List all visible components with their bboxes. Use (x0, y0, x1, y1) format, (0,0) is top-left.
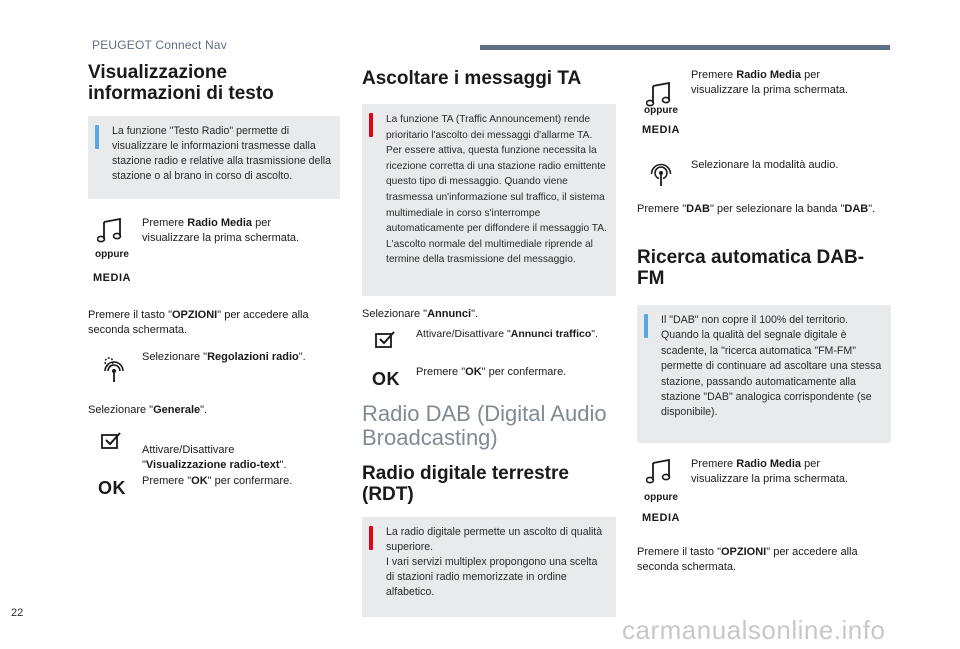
step-text: Selezionare la modalità audio. (691, 159, 839, 171)
running-header: PEUGEOT Connect Nav (92, 38, 227, 52)
paragraph-general: Selezionare "Generale". (88, 404, 208, 416)
step-toggle-radiotext (88, 428, 340, 472)
paragraph-announcements: Selezionare "Annunci". (362, 308, 479, 320)
radio-antenna-icon (637, 160, 685, 195)
step-audio-mode (637, 154, 891, 204)
section-heading-text-info: Visualizzazione informazioni di testo (88, 62, 274, 104)
step-radio-media-2 (637, 457, 891, 527)
column-3 (637, 68, 891, 575)
column-2 (362, 68, 616, 617)
step-text: Premere "OK" per confermare. (416, 366, 567, 378)
step-text: Selezionare "Regolazioni radio". (142, 351, 306, 363)
step-radio-media (88, 216, 340, 288)
ok-button-label: OK (98, 478, 126, 498)
or-label: oppure (644, 105, 678, 116)
step-text: Attivare/Disattivare "Visualizzazione radio-text". (142, 444, 287, 471)
info-note (88, 116, 340, 199)
step-text: Premere Radio Media per visualizzare la prima schermata. (691, 69, 849, 96)
or-label: oppure (95, 249, 129, 260)
checkbox-icon (362, 329, 410, 356)
music-note-icon (88, 218, 136, 249)
section-title-dab: Radio DAB (Digital Audio Broadcasting) (362, 401, 607, 450)
step-text: Premere Radio Media per visualizzare la prima schermata. (142, 217, 300, 244)
warning-note (362, 104, 616, 296)
section-heading-dab-fm: Ricerca automatica DAB-FM (637, 247, 865, 289)
info-note-dab (637, 305, 891, 443)
info-note-text: Il "DAB" non copre il 100% del territorio. Quando la qualità del segnale digitale è scadente, la "ricerca automatica "FM-FM" permette di continuare ad ascoltare una stessa stazione, passando automaticamente alla stazione "DAB" analogica corrispondente (se disponibile). (661, 314, 882, 419)
step-text: Premere Radio Media per visualizzare la prima schermata. (691, 458, 849, 485)
warning-note-text: La radio digitale permette un ascolto di qualità superiore. I vari servizi multiplex propongono una scelta di stazioni radio memorizzate in ordine alfabetico. (386, 526, 603, 598)
info-marker-icon (95, 125, 99, 149)
page-number: 22 (11, 607, 24, 619)
paragraph-options: Premere il tasto "OPZIONI" per accedere alla seconda schermata. (88, 309, 309, 336)
or-label: oppure (644, 492, 678, 503)
watermark: carmanualsonline.info (622, 615, 886, 645)
step-radio-media (637, 68, 891, 140)
step-text: Premere "OK" per confermare. (142, 475, 293, 487)
info-note-text: La funzione "Testo Radio" permette di visualizzare le informazioni trasmesse dalla stazione radio e relative alla trasmissione della stazione o al brano in corso di ascolto. (112, 125, 332, 182)
header-bar (480, 45, 890, 50)
radio-settings-icon (88, 354, 136, 389)
warning-note-text: La funzione TA (Traffic Announcement) rende prioritario l'ascolto dei messaggi d'allarme TA. Per essere attiva, questa funzione necessita la ricezione corretta di una stazione radio emittente questo tipo di messaggio. Quando viene trasmessa un'informazione sul traffico, il sistema multimediale in corso s'interrompe automaticamente per diffondere il messaggio TA. L'ascolto normale del multimediale riprende al termine della trasmissione del messaggio. (386, 114, 607, 266)
step-confirm (88, 474, 340, 500)
info-marker-icon (644, 314, 648, 338)
step-toggle-traffic (362, 327, 616, 359)
media-button-label: MEDIA (93, 272, 131, 284)
music-note-icon (637, 459, 685, 490)
paragraph-options-2: Premere il tasto "OPZIONI" per accedere alla seconda schermata. (637, 546, 858, 573)
media-button-label: MEDIA (642, 512, 680, 524)
step-radio-settings (88, 350, 340, 392)
warning-marker-icon (369, 113, 373, 137)
media-button-label: MEDIA (642, 124, 680, 136)
step-confirm (362, 365, 616, 393)
section-heading-rdt: Radio digitale terrestre (RDT) (362, 463, 569, 505)
step-text: Attivare/Disattivare "Annunci traffico". (416, 328, 598, 340)
warning-marker-icon (369, 526, 373, 550)
column-1 (88, 62, 340, 500)
warning-note-rdt (362, 517, 616, 617)
ok-button-label: OK (372, 369, 400, 389)
checkbox-icon (88, 430, 136, 457)
paragraph-dab-band: Premere "DAB" per selezionare la banda "DAB". (637, 203, 876, 215)
section-heading-ta: Ascoltare i messaggi TA (362, 68, 582, 89)
